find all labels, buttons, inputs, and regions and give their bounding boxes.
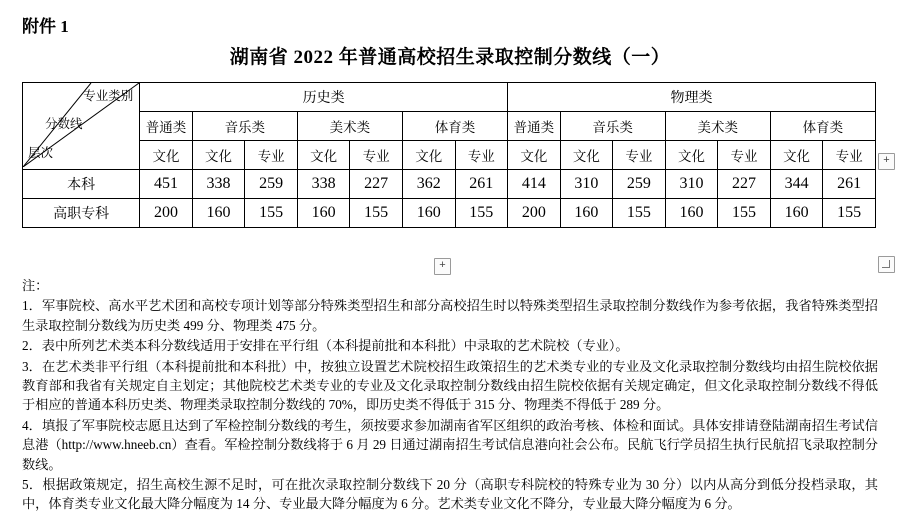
table-resize-handle[interactable]	[878, 256, 895, 273]
score-cell: 261	[823, 170, 876, 199]
score-table-container	[22, 82, 876, 228]
score-cell: 160	[192, 199, 245, 228]
subgroup-header-5: 音乐类	[560, 112, 665, 141]
score-cell: 414	[508, 170, 561, 199]
table-corner-header	[23, 83, 140, 170]
table-row	[23, 199, 876, 228]
corner-label-major-category: 专业类别	[83, 89, 134, 103]
score-cell: 310	[665, 170, 718, 199]
corner-label-level: 层次	[28, 146, 54, 160]
page-title: 湖南省 2022 年普通高校招生录取控制分数线（一）	[229, 47, 671, 68]
subgroup-header-3: 体育类	[402, 112, 507, 141]
subgroup-header-2: 美术类	[297, 112, 402, 141]
column-type-13: 专业	[823, 141, 876, 170]
score-cell: 362	[402, 170, 455, 199]
column-type-11: 专业	[718, 141, 771, 170]
score-cell: 155	[823, 199, 876, 228]
score-cell: 160	[402, 199, 455, 228]
score-cell: 451	[140, 170, 193, 199]
note-item-1: 1．军事院校、高水平艺术团和高校专项计划等部分特殊类型招生和部分高校招生时以特殊类型招生录取控制分数线作为参考依据，我省特殊类型招生录取控制分数线为历史类 499 分、物理类 475 分。	[22, 298, 878, 333]
column-type-3: 文化	[297, 141, 350, 170]
column-type-0: 文化	[140, 141, 193, 170]
row-label-benke: 本科	[23, 170, 140, 199]
score-cell: 338	[297, 170, 350, 199]
note-item-5: 5．根据政策规定，招生高校生源不足时，可在批次录取控制分数线下 20 分（高职专科院校的特殊专业为 30 分）以内从高分到低分投档录取，其中，体育类专业文化最大降分幅度为 14 分、专业最大降分幅度为 6 分。艺术类专业文化不降分，专业最大降分幅度为 6 分。	[22, 477, 878, 512]
column-type-8: 文化	[560, 141, 613, 170]
score-table	[22, 82, 876, 228]
table-row	[23, 170, 876, 199]
table-header-group-row	[23, 83, 876, 112]
score-cell: 155	[350, 199, 403, 228]
column-type-2: 专业	[245, 141, 298, 170]
subgroup-header-7: 体育类	[770, 112, 875, 141]
score-cell: 160	[770, 199, 823, 228]
score-cell: 155	[718, 199, 771, 228]
column-type-1: 文化	[192, 141, 245, 170]
column-type-10: 文化	[665, 141, 718, 170]
score-cell: 310	[560, 170, 613, 199]
notes-heading: 注：	[22, 278, 49, 293]
score-cell: 155	[455, 199, 508, 228]
note-item-4: 4．填报了军事院校志愿且达到了军检控制分数线的考生，须按要求参加湖南省军区组织的政治考核、体检和面试。具体安排请登陆湖南招生考试信息港（http://www.hneeb.cn）查看。军检控制分数线将于 6 月 29 日通过湖南招生考试信息港向社会公布。民航飞行学员招生执行民航招飞录取控制分数线。	[22, 417, 878, 472]
score-cell: 155	[613, 199, 666, 228]
add-column-handle[interactable]: +	[878, 153, 895, 170]
group-header-physics: 物理类	[508, 83, 876, 112]
score-cell: 160	[297, 199, 350, 228]
score-cell: 227	[350, 170, 403, 199]
add-row-handle[interactable]: +	[434, 258, 451, 275]
score-cell: 227	[718, 170, 771, 199]
column-type-12: 文化	[770, 141, 823, 170]
group-header-history: 历史类	[140, 83, 508, 112]
column-type-9: 专业	[613, 141, 666, 170]
column-type-4: 专业	[350, 141, 403, 170]
note-item-3: 3．在艺术类非平行组（本科提前批和本科批）中，按独立设置艺术院校招生政策招生的艺术类专业的专业及文化录取控制分数线均由招生院校依据教育部和我省有关规定自主划定；其他院校艺术类专业的专业及文化录取控制分数线由招生院校依据有关规定确定，但文化录取控制分数线不得低于相应的普通本科历史类、物理类录取控制分数线的 70%，即历史类不得低于 315 分、物理类不得低于 289 分。	[22, 358, 878, 413]
subgroup-header-0: 普通类	[140, 112, 193, 141]
score-cell: 155	[245, 199, 298, 228]
subgroup-header-1: 音乐类	[192, 112, 297, 141]
subgroup-header-6: 美术类	[665, 112, 770, 141]
table-header-type-row	[23, 141, 876, 170]
score-cell: 200	[140, 199, 193, 228]
column-type-7: 文化	[508, 141, 561, 170]
score-cell: 160	[665, 199, 718, 228]
subgroup-header-4: 普通类	[508, 112, 561, 141]
attachment-label: 附件 1	[22, 17, 69, 36]
notes-section	[22, 276, 878, 515]
score-cell: 344	[770, 170, 823, 199]
row-label-gaozhi: 高职专科	[23, 199, 140, 228]
note-item-2: 2．表中所列艺术类本科分数线适用于安排在平行组（本科提前批和本科批）中录取的艺术院校（专业）。	[22, 338, 629, 354]
score-cell: 338	[192, 170, 245, 199]
column-type-5: 文化	[402, 141, 455, 170]
column-type-6: 专业	[455, 141, 508, 170]
score-cell: 259	[613, 170, 666, 199]
table-header-subgroup-row	[23, 112, 876, 141]
score-cell: 160	[560, 199, 613, 228]
score-cell: 259	[245, 170, 298, 199]
score-cell: 200	[508, 199, 561, 228]
score-cell: 261	[455, 170, 508, 199]
corner-label-score-line: 分数线	[45, 117, 83, 131]
